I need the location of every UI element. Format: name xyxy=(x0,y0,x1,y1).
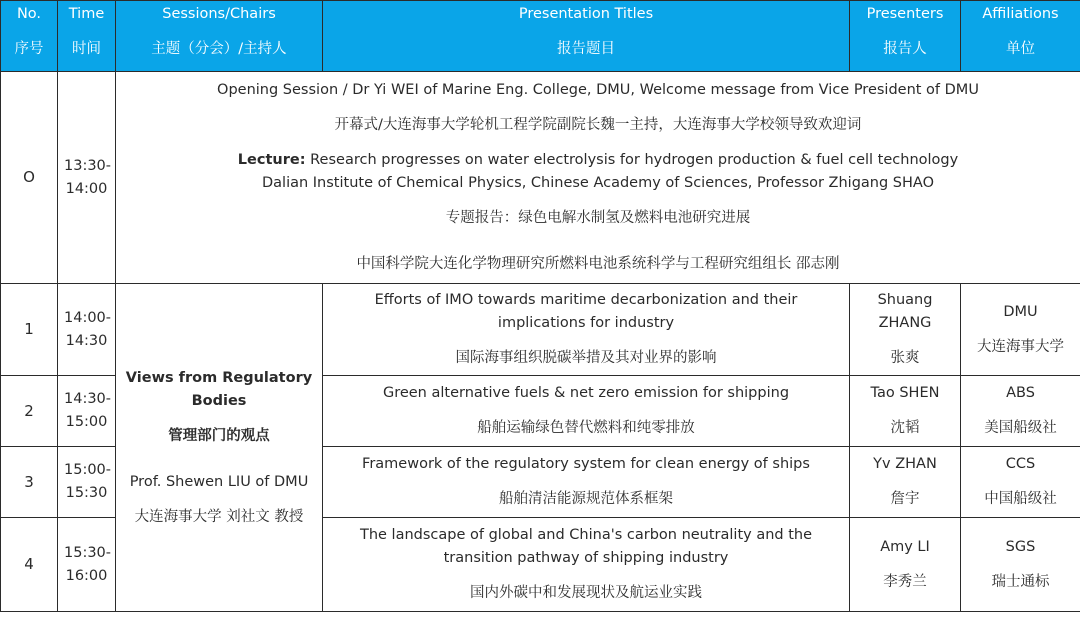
header-affiliations-zh: 单位 xyxy=(1006,41,1035,57)
opening-row xyxy=(1,72,1080,284)
row-presenter xyxy=(850,284,961,376)
row-title xyxy=(323,518,850,612)
row-affil-zh: 美国船级社 xyxy=(984,420,1057,436)
opening-content xyxy=(116,72,1080,284)
row-title xyxy=(323,376,850,447)
row-time-end: 16:00 xyxy=(65,567,108,584)
row-affil-zh: 大连海事大学 xyxy=(977,338,1064,355)
row-affiliation xyxy=(961,284,1080,376)
row-presenter-zh: 沈韬 xyxy=(890,420,920,436)
row-affil-zh: 中国船级社 xyxy=(984,491,1057,507)
row-time-end: 15:00 xyxy=(65,414,108,430)
header-affiliations xyxy=(961,1,1080,72)
session-title-zh: 管理部门的观点 xyxy=(168,427,270,444)
row-no: 3 xyxy=(1,447,58,518)
row-time xyxy=(58,518,116,612)
row-title-zh: 国际海事组织脱碳举措及其对业界的影响 xyxy=(455,350,717,366)
row-affil-zh: 瑞士通标 xyxy=(991,573,1050,590)
row-time-start: 14:00- xyxy=(64,309,112,326)
row-affiliation xyxy=(961,518,1080,612)
row-time xyxy=(58,376,116,447)
row-time-start: 14:30- xyxy=(64,391,112,407)
header-affiliations-en: Affiliations xyxy=(982,6,1059,22)
row-no: 1 xyxy=(1,284,58,376)
row-presenter-zh: 詹宇 xyxy=(890,491,920,507)
header-sessions-zh: 主题（分会）/主持人 xyxy=(151,41,287,57)
row-title-en: Framework of the regulatory system for clean energy of ships xyxy=(362,456,810,472)
opening-line-en: Opening Session / Dr Yi WEI of Marine Eng. College, DMU, Welcome message from Vice President of DMU xyxy=(217,82,979,98)
row-time-start: 15:00- xyxy=(64,462,112,478)
header-titles-zh: 报告题目 xyxy=(557,41,615,57)
row-presenter xyxy=(850,376,961,447)
row-title-en: Green alternative fuels & net zero emission for shipping xyxy=(382,385,790,401)
row-time-start: 15:30- xyxy=(64,544,112,561)
opening-time xyxy=(58,72,116,284)
session-cell xyxy=(116,284,323,612)
header-titles xyxy=(323,1,850,72)
row-no: 2 xyxy=(1,376,58,447)
row-presenter-en-1: Tao SHEN xyxy=(870,385,940,401)
header-sessions xyxy=(116,1,323,72)
session-chair-en: Prof. Shewen LIU of DMU xyxy=(129,473,309,490)
row-title xyxy=(323,284,850,376)
row-presenter-en-1: Shuang xyxy=(877,292,933,308)
header-presenters-en: Presenters xyxy=(866,6,944,22)
row-title xyxy=(323,447,850,518)
row-title-en: The landscape of global and China's carbon neutrality and the transition pathway of shipping industry xyxy=(359,527,813,566)
table-row xyxy=(1,284,1080,376)
row-presenter-en-1: Amy LI xyxy=(880,538,930,555)
header-sessions-en: Sessions/Chairs xyxy=(162,6,276,22)
row-affil-en: SGS xyxy=(1005,538,1036,555)
header-row xyxy=(1,1,1080,72)
header-time-zh: 时间 xyxy=(72,41,101,57)
opening-time-start: 13:30- xyxy=(64,157,112,174)
row-affiliation xyxy=(961,376,1080,447)
row-affil-en: CCS xyxy=(1005,456,1036,472)
row-title-en: Efforts of IMO towards maritime decarbonization and their implications for industry xyxy=(374,292,798,331)
row-time-end: 14:30 xyxy=(65,332,108,349)
header-no-en: No. xyxy=(16,6,42,22)
lecture-speaker: Dalian Institute of Chemical Physics, Chinese Academy of Sciences, Professor Zhigang SHAO xyxy=(261,175,934,191)
row-presenter xyxy=(850,518,961,612)
header-no-zh: 序号 xyxy=(14,41,44,57)
session-chair-zh: 大连海事大学 刘社文 教授 xyxy=(134,508,304,525)
lecture-title-zh: 专题报告：绿色电解水制氢及燃料电池研究进展 xyxy=(445,210,751,226)
header-titles-en: Presentation Titles xyxy=(518,6,654,22)
header-time xyxy=(58,1,116,72)
lecture-speaker-zh: 中国科学院大连化学物理研究所燃料电池系统科学与工程研究组组长 邵志刚 xyxy=(356,256,840,272)
session-title-en-2: Bodies xyxy=(191,392,247,409)
row-affil-en: DMU xyxy=(1003,303,1038,320)
row-presenter-en-1: Yv ZHAN xyxy=(873,456,937,472)
header-presenters-zh: 报告人 xyxy=(883,41,927,57)
row-presenter-zh: 李秀兰 xyxy=(883,573,927,590)
lecture-title-line xyxy=(122,149,1074,172)
lecture-title: Research progresses on water electrolysis for hydrogen production & fuel cell technology xyxy=(305,152,959,168)
row-time xyxy=(58,284,116,376)
row-presenter-zh: 张爽 xyxy=(890,350,920,366)
opening-line-zh: 开幕式/大连海事大学轮机工程学院副院长魏一主持，大连海事大学校领导致欢迎词 xyxy=(334,117,862,133)
row-title-zh: 船舶清洁能源规范体系框架 xyxy=(499,491,673,507)
session-title-en-1: Views from Regulatory xyxy=(125,369,313,386)
row-presenter xyxy=(850,447,961,518)
row-time-end: 15:30 xyxy=(65,485,108,501)
row-affiliation xyxy=(961,447,1080,518)
header-time-en: Time xyxy=(68,6,105,22)
header-presenters xyxy=(850,1,961,72)
row-presenter-en-2: ZHANG xyxy=(878,315,932,331)
row-affil-en: ABS xyxy=(1006,385,1035,401)
row-no: 4 xyxy=(1,518,58,612)
opening-no: O xyxy=(1,72,58,284)
row-time xyxy=(58,447,116,518)
header-no xyxy=(1,1,58,72)
opening-time-end: 14:00 xyxy=(65,180,108,197)
row-title-zh: 国内外碳中和发展现状及航运业实践 xyxy=(470,585,702,601)
lecture-label: Lecture: xyxy=(237,152,306,168)
row-title-zh: 船舶运输绿色替代燃料和纯零排放 xyxy=(477,420,695,436)
